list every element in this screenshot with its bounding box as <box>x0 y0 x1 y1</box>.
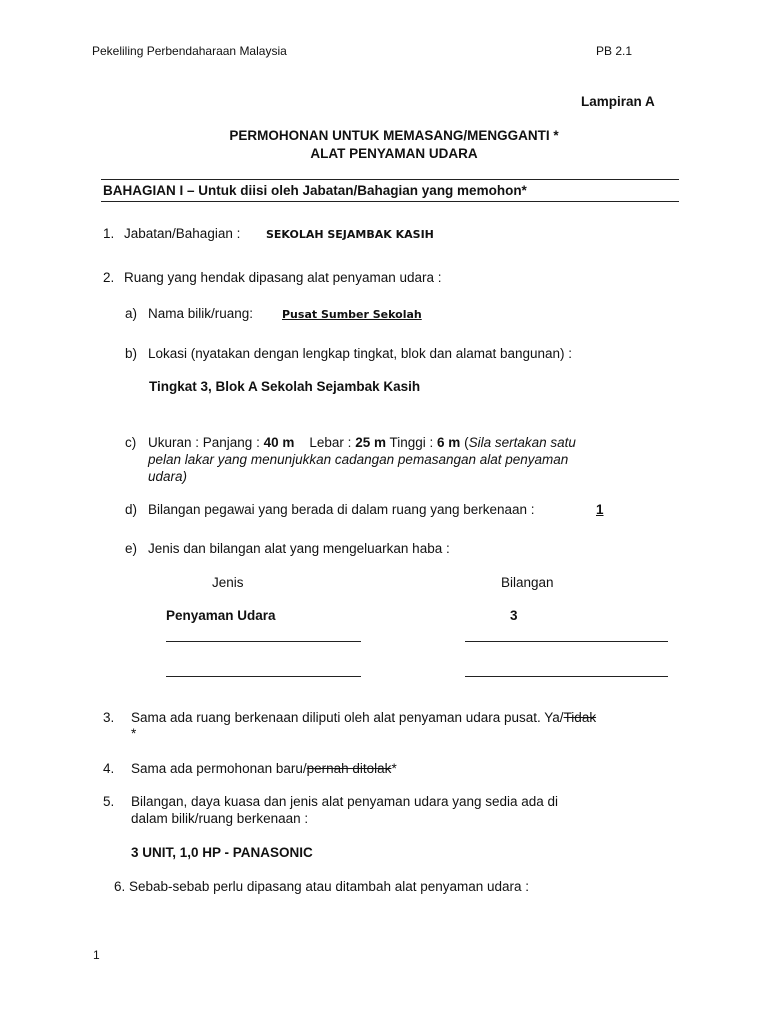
q2a-value: Pusat Sumber Sekolah <box>282 308 422 321</box>
q5-line1: Bilangan, daya kuasa dan jenis alat penyaman udara yang sedia ada di <box>131 794 559 809</box>
q3-number: 3. <box>103 710 115 725</box>
page-number: 1 <box>93 948 100 962</box>
q2c-tinggi-value: 6 m <box>437 435 461 450</box>
header-right: PB 2.1 <box>596 44 633 58</box>
q4-tail: * <box>391 761 397 776</box>
section-rule-top <box>101 179 679 180</box>
section-rule-bottom <box>101 201 679 202</box>
q2b-label: Lokasi (nyatakan dengan lengkap tingkat, blok dan alamat bangunan) : <box>148 346 573 361</box>
q6-text: 6. Sebab-sebab perlu dipasang atau ditambah alat penyaman udara : <box>114 879 530 894</box>
q2c-line1 <box>148 435 576 450</box>
header-left: Pekeliling Perbendaharaan Malaysia <box>92 44 287 58</box>
q5-value: 3 UNIT, 1,0 HP - PANASONIC <box>131 845 313 860</box>
q2-label: Ruang yang hendak dipasang alat penyaman udara : <box>124 270 442 285</box>
q4-number: 4. <box>103 761 115 776</box>
bilangan-blank-2 <box>465 675 668 677</box>
q5-number: 5. <box>103 794 115 809</box>
q4-struck: pernah ditolak <box>306 761 392 776</box>
q2c-lebar-label: Lebar : <box>309 435 352 450</box>
section-heading: BAHAGIAN I – Untuk diisi oleh Jabatan/Bahagian yang memohon* <box>103 183 527 198</box>
q2c-panjang-value: 40 m <box>263 435 295 450</box>
q2d-label: Bilangan pegawai yang berada di dalam ruang yang berkenaan : <box>148 502 535 517</box>
bilangan-blank-1 <box>465 640 668 642</box>
row1-bilangan: 3 <box>510 608 518 623</box>
q2e-marker: e) <box>125 541 138 556</box>
jenis-blank-2 <box>166 675 361 677</box>
q3-text-line <box>131 710 596 725</box>
annex-label: Lampiran A <box>581 94 655 109</box>
q2d-marker: d) <box>125 502 138 517</box>
q4-text-line <box>131 761 397 776</box>
jenis-blank-1 <box>166 640 361 642</box>
q2c-marker: c) <box>125 435 137 450</box>
q2c-tinggi-label: Tinggi : <box>389 435 434 450</box>
q4-text: Sama ada permohonan baru/ <box>131 761 307 776</box>
row1-jenis: Penyaman Udara <box>166 608 276 623</box>
q1-label: Jabatan/Bahagian : <box>124 226 241 241</box>
q2b-value: Tingkat 3, Blok A Sekolah Sejambak Kasih <box>149 379 421 394</box>
q2c-note-line1: Sila sertakan satu <box>468 435 576 450</box>
col-jenis-header: Jenis <box>212 575 244 590</box>
q2e-label: Jenis dan bilangan alat yang mengeluarkan haba : <box>148 541 450 556</box>
form-title-line1: PERMOHONAN UNTUK MEMASANG/MENGGANTI * <box>229 128 559 143</box>
q3-struck: Tidak <box>563 710 597 725</box>
q2c-lebar-value: 25 m <box>355 435 386 450</box>
q2-number: 2. <box>103 270 115 285</box>
q3-tail: * <box>131 726 137 741</box>
q5-line2: dalam bilik/ruang berkenaan : <box>131 811 309 826</box>
q2c-note-open: ( <box>464 435 469 450</box>
q1-number: 1. <box>103 226 115 241</box>
q2c-ukuran-label: Ukuran : Panjang : <box>148 435 260 450</box>
q2c-note-line3: udara) <box>148 469 188 484</box>
q2c-note-line2: pelan lakar yang menunjukkan cadangan pemasangan alat penyaman <box>148 452 569 467</box>
form-title-line2: ALAT PENYAMAN UDARA <box>310 146 478 161</box>
q2b-marker: b) <box>125 346 138 361</box>
q3-text: Sama ada ruang berkenaan diliputi oleh alat penyaman udara pusat. Ya/ <box>131 710 564 725</box>
q2a-label: Nama bilik/ruang: <box>148 306 254 321</box>
q1-value: SEKOLAH SEJAMBAK KASIH <box>266 228 434 241</box>
col-bilangan-header: Bilangan <box>501 575 554 590</box>
q2a-marker: a) <box>125 306 138 321</box>
q2d-value: 1 <box>596 502 604 517</box>
